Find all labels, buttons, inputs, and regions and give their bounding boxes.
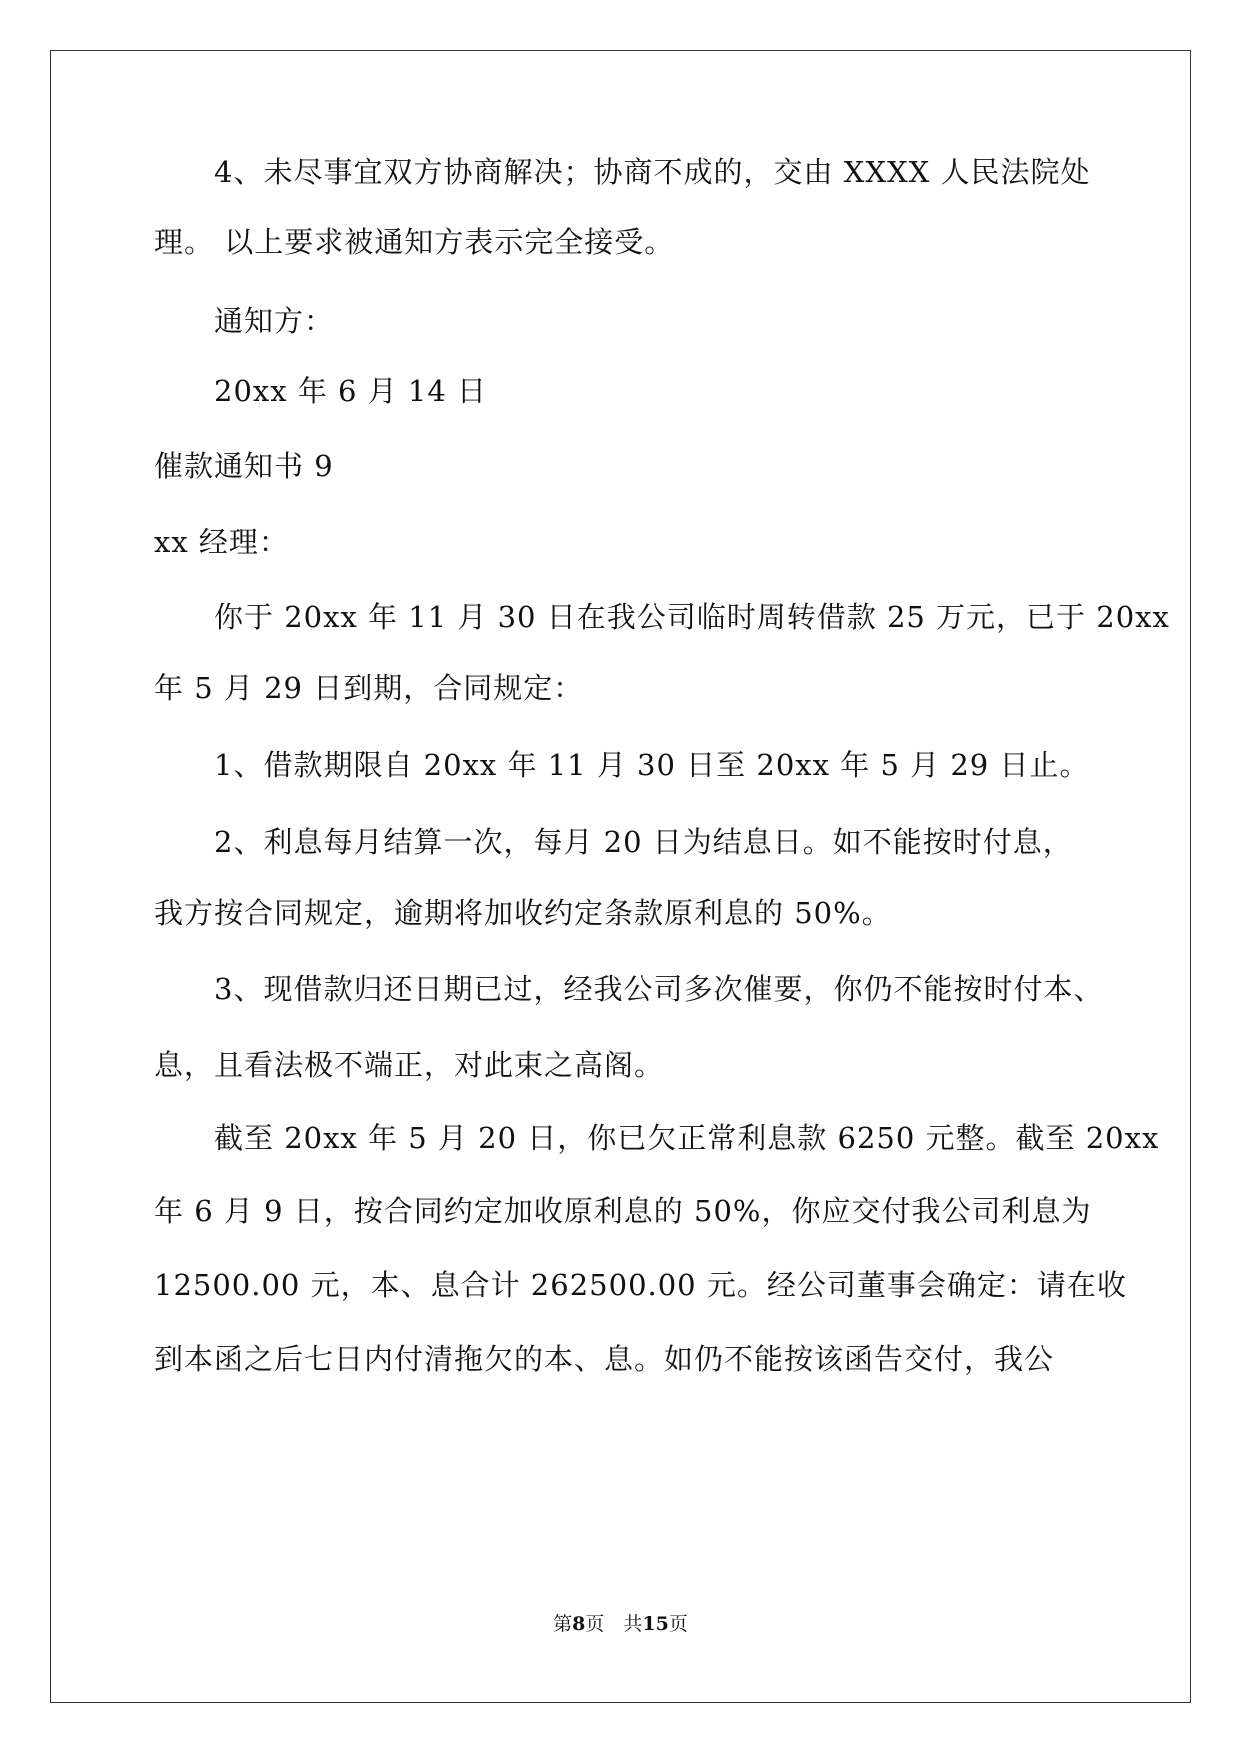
- paragraph-line-2: 理。 以上要求被通知方表示完全接受。: [154, 225, 675, 259]
- clause-3-line-2: 息，且看法极不端正，对此束之高阁。: [154, 1048, 665, 1082]
- clause-1: 1、借款期限自 20xx 年 11 月 30 日至 20xx 年 5 月 29 日止。: [214, 748, 1090, 782]
- salutation: xx 经理：: [154, 525, 289, 559]
- footer-prefix: 第: [553, 1613, 573, 1635]
- footer-suffix: 页: [668, 1613, 688, 1635]
- page-border: [50, 50, 1191, 1703]
- notice-date: 20xx 年 6 月 14 日: [214, 374, 488, 408]
- paragraph-line-15: 年 6 月 9 日，按合同约定加收原利息的 50%，你应交付我公司利息为: [154, 1194, 1092, 1228]
- section-title: 催款通知书 9: [154, 449, 334, 483]
- paragraph-line-14: 截至 20xx 年 5 月 20 日，你已欠正常利息款 6250 元整。截至 20xx: [214, 1121, 1160, 1155]
- paragraph-line-17: 到本函之后七日内付清拖欠的本、息。如仍不能按该函告交付，我公: [154, 1342, 1055, 1376]
- footer-middle: 页 共: [585, 1613, 643, 1635]
- paragraph-line-16: 12500.00 元，本、息合计 262500.00 元。经公司董事会确定：请在收: [154, 1268, 1127, 1302]
- paragraph-line-7: 你于 20xx 年 11 月 30 日在我公司临时周转借款 25 万元，已于 20xx: [214, 600, 1170, 634]
- clause-2-line-1: 2、利息每月结算一次，每月 20 日为结息日。如不能按时付息，: [214, 825, 1073, 859]
- paragraph-line-1: 4、未尽事宜双方协商解决；协商不成的，交由 XXXX 人民法院处: [214, 155, 1091, 189]
- footer-page-number: 8: [572, 1613, 586, 1635]
- clause-3-line-1: 3、现借款归还日期已过，经我公司多次催要，你仍不能按时付本、: [214, 972, 1104, 1006]
- clause-2-line-2: 我方按合同规定，逾期将加收约定条款原利息的 50%。: [154, 896, 892, 930]
- page-footer: [0, 1609, 1241, 1636]
- notifier-label: 通知方：: [214, 304, 335, 338]
- paragraph-line-8: 年 5 月 29 日到期，合同规定：: [154, 671, 584, 705]
- footer-total-pages: 15: [642, 1613, 669, 1635]
